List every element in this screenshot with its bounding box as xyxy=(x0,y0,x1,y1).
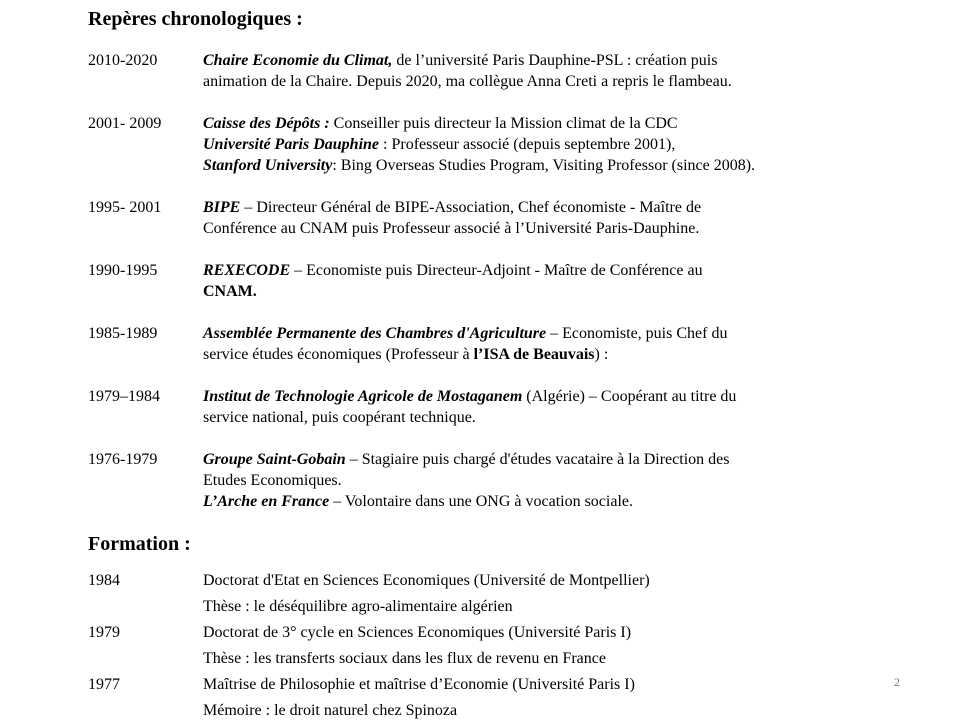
text-segment: – Stagiaire puis chargé d'études vacataire à la Direction des xyxy=(345,451,730,468)
entry-line xyxy=(203,197,701,218)
text-segment: Assemblée Permanente des Chambres d'Agriculture xyxy=(203,325,547,342)
entry-date: 2001- 2009 xyxy=(88,115,162,132)
entry-date: 1977 xyxy=(88,676,120,693)
text-segment: Doctorat d'Etat en Sciences Economiques (Université de Montpellier) xyxy=(203,572,650,589)
entry-date: 1995- 2001 xyxy=(88,199,162,216)
timeline-entry xyxy=(88,449,960,512)
entry-description xyxy=(203,449,729,512)
timeline-entry xyxy=(88,113,960,176)
entry-description xyxy=(203,323,727,365)
entry-description xyxy=(203,620,631,672)
entry-description xyxy=(203,113,755,176)
entry-line xyxy=(203,134,755,155)
timeline-entry xyxy=(88,50,960,92)
text-segment: l’ISA de Beauvais xyxy=(473,346,595,363)
text-segment: service études économiques (Professeur à xyxy=(203,346,474,363)
entry-line xyxy=(203,155,755,176)
entry-date: 1979 xyxy=(88,624,120,641)
timeline-entry xyxy=(88,672,960,720)
text-segment: L’Arche en France xyxy=(203,493,330,510)
entry-date: 1990-1995 xyxy=(88,262,158,279)
text-segment: CNAM. xyxy=(203,283,257,300)
text-segment: : Bing Overseas Studies Program, Visiting Professor (since 2008). xyxy=(332,157,756,174)
entry-line xyxy=(203,491,729,512)
text-segment: Mémoire : le droit naturel chez Spinoza xyxy=(203,702,458,719)
text-segment: Groupe Saint-Gobain xyxy=(203,451,346,468)
section-title: Repères chronologiques : xyxy=(88,8,303,30)
entry-date: 1985-1989 xyxy=(88,325,158,342)
entry-description xyxy=(203,260,703,302)
text-segment: service national, puis coopérant technique. xyxy=(203,409,476,426)
entry-line xyxy=(203,470,729,491)
entry-line xyxy=(203,672,635,698)
text-segment: de l’université Paris Dauphine-PSL : création puis xyxy=(392,52,718,69)
text-segment: Université Paris Dauphine xyxy=(203,136,380,153)
timeline-entry xyxy=(88,620,960,672)
entry-line xyxy=(203,260,703,281)
page-number: 2 xyxy=(894,675,900,689)
entry-description xyxy=(203,197,701,239)
entry-line xyxy=(203,71,732,92)
entry-line xyxy=(203,218,701,239)
text-segment: BIPE xyxy=(203,199,241,216)
text-segment: Maîtrise de Philosophie et maîtrise d’Economie (Université Paris I) xyxy=(203,676,635,693)
text-segment: Stanford University xyxy=(203,157,333,174)
entry-line xyxy=(203,113,755,134)
entry-description xyxy=(203,568,650,620)
text-segment: Thèse : les transferts sociaux dans les flux de revenu en France xyxy=(203,650,606,667)
entry-line xyxy=(203,449,729,470)
text-segment: animation de la Chaire. Depuis 2020, ma collègue Anna Creti a repris le flambeau. xyxy=(203,73,732,90)
entry-date: 1984 xyxy=(88,572,120,589)
entry-line xyxy=(203,407,736,428)
text-segment: – Directeur Général de BIPE-Association, Chef économiste - Maître de xyxy=(240,199,702,216)
text-segment: : Professeur associé (depuis septembre 2001), xyxy=(379,136,676,153)
text-segment: – Economiste puis Directeur-Adjoint - Maître de Conférence au xyxy=(290,262,703,279)
text-segment: Conseiller puis directeur la Mission climat de la CDC xyxy=(333,115,678,132)
entry-date: 2010-2020 xyxy=(88,52,158,69)
entry-line xyxy=(203,281,703,302)
timeline-entry xyxy=(88,260,960,302)
timeline-entry xyxy=(88,323,960,365)
text-segment: Chaire Economie du Climat, xyxy=(203,52,393,69)
timeline-entry xyxy=(88,386,960,428)
entry-date: 1976-1979 xyxy=(88,451,158,468)
entry-date: 1979–1984 xyxy=(88,388,160,405)
text-segment: Etudes Economiques. xyxy=(203,472,342,489)
entry-line xyxy=(203,344,727,365)
entry-line xyxy=(203,698,635,720)
entry-line xyxy=(203,50,732,71)
entry-line xyxy=(203,620,631,646)
text-segment: (Algérie) – Coopérant au titre du xyxy=(522,388,737,405)
entry-line xyxy=(203,323,727,344)
text-segment: Institut de Technologie Agricole de Mostaganem xyxy=(203,388,523,405)
section-title: Formation : xyxy=(88,533,191,555)
entry-line xyxy=(203,646,631,672)
entry-line xyxy=(203,386,736,407)
text-segment: Thèse : le déséquilibre agro-alimentaire algérien xyxy=(203,598,513,615)
timeline-entry xyxy=(88,568,960,620)
text-segment: Caisse des Dépôts : xyxy=(203,115,334,132)
text-segment: REXECODE xyxy=(203,262,291,279)
entry-line xyxy=(203,594,650,620)
text-segment: Conférence au CNAM puis Professeur associé à l’Université Paris-Dauphine. xyxy=(203,220,700,237)
text-segment: Doctorat de 3° cycle en Sciences Economiques (Université Paris I) xyxy=(203,624,632,641)
entry-description xyxy=(203,672,635,720)
entry-description xyxy=(203,386,736,428)
text-segment: – Economiste, puis Chef du xyxy=(546,325,728,342)
entry-line xyxy=(203,568,650,594)
section-formation xyxy=(88,533,960,720)
section-chronology xyxy=(88,8,960,512)
text-segment: – Volontaire dans une ONG à vocation sociale. xyxy=(329,493,633,510)
text-segment: ) : xyxy=(594,346,609,363)
timeline-entry xyxy=(88,197,960,239)
entry-description xyxy=(203,50,732,92)
